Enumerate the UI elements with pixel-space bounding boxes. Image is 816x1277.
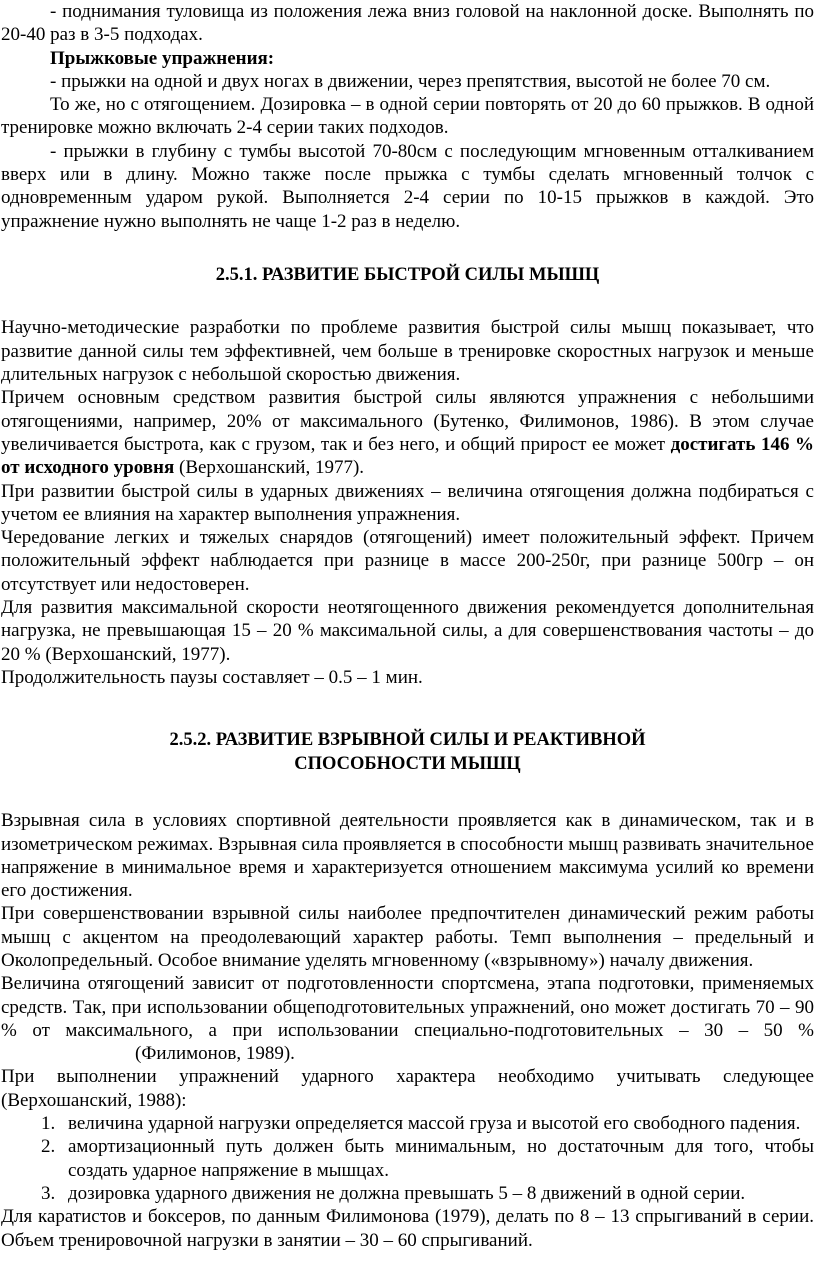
paragraph: При выполнении упражнений ударного характера необходимо учитывать следующее (Верхошанский, 1988):	[1, 1066, 814, 1111]
section-heading-2-5-2: 2.5.2. РАЗВИТИЕ ВЗРЫВНОЙ СИЛЫ И РЕАКТИВНОЙ СПОСОБНОСТИ МЫШЦ	[169, 730, 646, 774]
paragraph: Взрывная сила в условиях спортивной деятельности проявляется как в динамическом, так и в изометрическом режимах. Взрывная сила проявляется в способности мышц развивать значительное напряжение в минимальное время и характеризуется отношением максимума усилий ко времени его достижения.	[1, 810, 814, 902]
paragraph: Величина отягощений зависит от подготовленности спортсмена, этапа подготовки, применяемых средств. Так, при использовании общеподготовительных упражнений, оно может достигать 70 – 90 % от максимального, а при использовании специально-подготовительных – 30 – 50 %(Филимонов, 1989).	[1, 973, 814, 1065]
list-item: 3. дозировка ударного движения не должна превышать 5 – 8 движений в одной серии.	[60, 1182, 814, 1205]
list-item: 2. амортизационный путь должен быть минимальным, но достаточным для того, чтобы создать ударное напряжение в мышцах.	[60, 1135, 814, 1182]
paragraph: Научно-методические разработки по проблеме развития быстрой силы мышц показывает, что развитие данной силы тем эффективней, чем больше в тренировке скоростных нагрузок и меньше длительных нагрузок с небольшой скоростью движения.	[1, 317, 814, 386]
section-heading-2-5-1: 2.5.1. РАЗВИТИЕ БЫСТРОЙ СИЛЫ МЫШЦ	[215, 264, 600, 285]
paragraph: - прыжки в глубину с тумбы высотой 70-80см с последующим мгновенным отталкиванием вверх или в длину. Можно также после прыжка с тумбы сделать мгновенный толчок с одновременным ударом рукой. Выполняется 2-4 серии по 10-15 прыжков в каждой. Это упражнение нужно выполнять не чаще 1-2 раз в неделю.	[1, 140, 814, 232]
paragraph: Чередование легких и тяжелых снарядов (отягощений) имеет положительный эффект. Причем положительный эффект наблюдается при разнице в массе 200-250г, при разнице 500гр – он отсутствует или недостоверен.	[1, 527, 814, 595]
paragraph: Причем основным средством развития быстрой силы являются упражнения с небольшими отягощениями, например, 20% от максимального (Бутенко, Филимонов, 1986). В этом случае увеличивается быстрота, как с грузом, так и без него, и общий прирост ее может достигать 146 % от исходного уровня (Верхошанский, 1977).	[1, 387, 814, 479]
paragraph: При развитии быстрой силы в ударных движениях – величина отягощения должна подбираться с учетом ее влияния на характер выполнения упражнения.	[1, 480, 814, 525]
numbered-list	[1, 1112, 814, 1205]
emphasis-text: достигать 146 % от исходного уровня	[1, 433, 814, 479]
jump-exercises-heading: Прыжковые упражнения:	[50, 47, 275, 69]
paragraph: Продолжительность паузы составляет – 0.5 – 1 мин.	[1, 666, 423, 688]
paragraph: То же, но с отягощением. Дозировка – в одной серии повторять от 20 до 60 прыжков. В одной тренировке можно включать 2-4 серии таких подходов.	[1, 94, 814, 139]
paragraph: - поднимания туловища из положения лежа вниз головой на наклонной доске. Выполнять по 20-40 раз в 3-5 подходах.	[1, 1, 814, 46]
paragraph: Для каратистов и боксеров, по данным Филимонова (1979), делать по 8 – 13 спрыгиваний в серии. Объем тренировочной нагрузки в занятии – 30 – 60 спрыгиваний.	[1, 1206, 814, 1251]
paragraph: При совершенствовании взрывной силы наиболее предпочтителен динамический режим работы мышц с акцентом на преодолевающий характер работы. Темп выполнения – предельный и Околопредельный. Особое внимание уделять мгновенному («взрывному») началу движения.	[1, 903, 814, 971]
list-item: 1. величина ударной нагрузки определяется массой груза и высотой его свободного падения.	[60, 1112, 814, 1135]
paragraph: Для развития максимальной скорости неотягощенного движения рекомендуется дополнительная нагрузка, не превышающая 15 – 20 % максимальной силы, а для совершенствования частоты – до 20 % (Верхошанский, 1977).	[1, 597, 814, 665]
paragraph: - прыжки на одной и двух ногах в движении, через препятствия, высотой не более 70 см.	[50, 70, 771, 92]
